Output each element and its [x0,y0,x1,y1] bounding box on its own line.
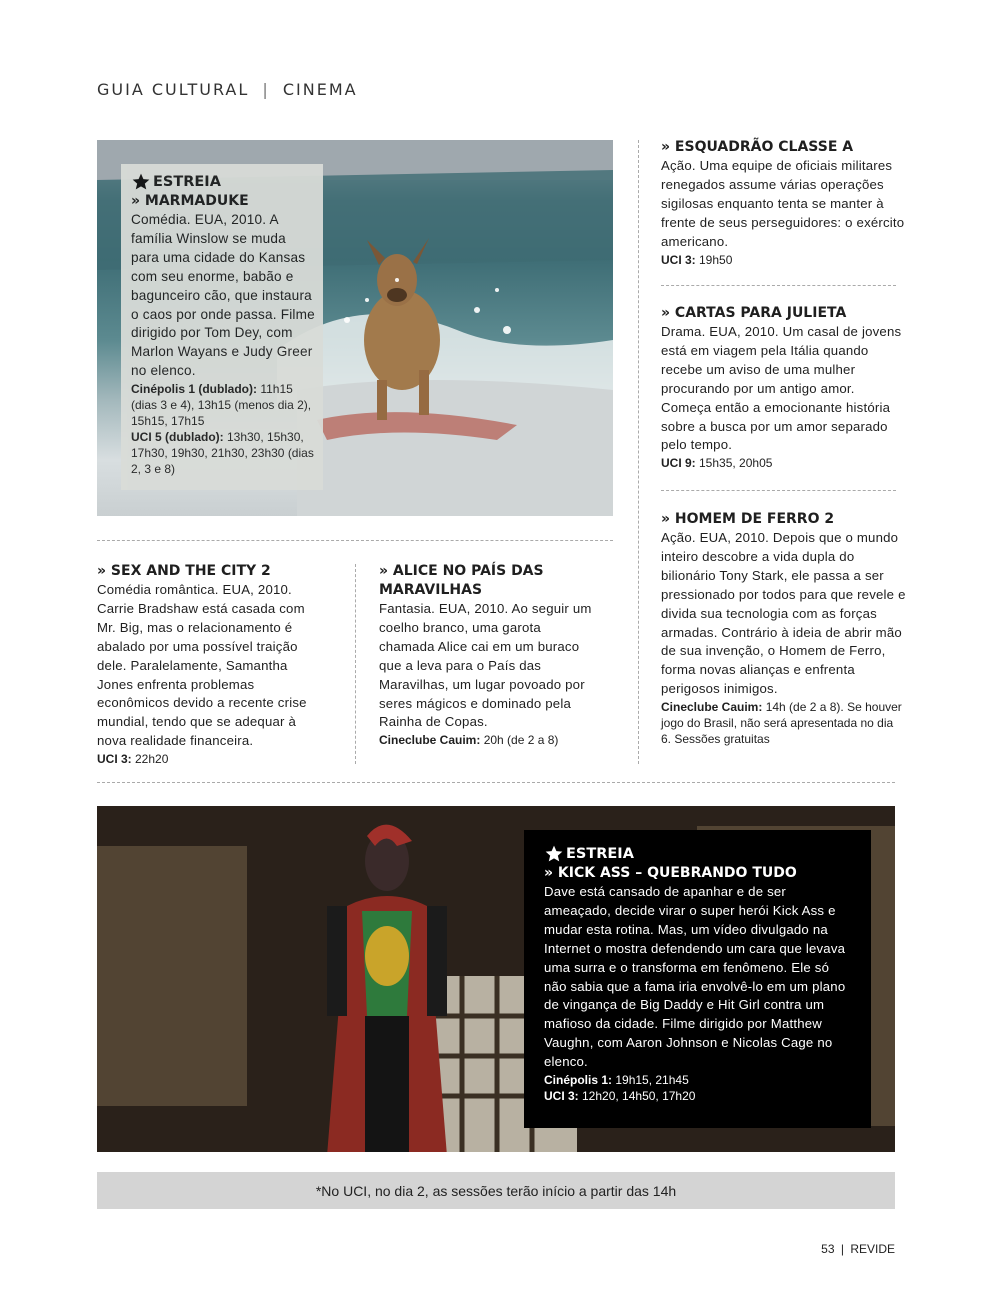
subsection-label: CINEMA [282,80,358,99]
movie-title: » KICK ASS – QUEBRANDO TUDO [544,865,797,881]
kickass-card [524,830,871,1128]
section-label: GUIA CULTURAL [97,80,250,99]
magazine-name: REVIDE [850,1242,895,1256]
column-divider [638,140,639,764]
movie-synopsis: Dave está cansado de apanhar e de ser ameaçado, decide virar o super herói Kick Ass e mudar esta rotina. Mas, um vídeo divulgado na Internet o mostra defendendo um cara que levava uma surra e o transforma em fenômeno. Ele só não sabia que a fama iria envolvê-lo em um plano de vingança de Big Daddy e Hit Girl contra um mafioso da cidade. Filme dirigido por Matthew Vaughn, com Aaron Johnson e Nicolas Cage no elenco. [544,884,846,1070]
times: 20h (de 2 a 8) [480,733,559,748]
session-times [661,455,906,471]
header-separator: | [262,80,270,99]
session-times [661,252,906,268]
estreia-label: ESTREIA [153,174,221,190]
movie-title: » HOMEM DE FERRO 2 [661,511,835,527]
cartas-entry [661,304,906,471]
page-number [821,1242,895,1256]
movie-synopsis: Comédia romântica. EUA, 2010. Carrie Bradshaw está casada com Mr. Big, mas o relacionamento é abalado por uma possível traição dele. Paralelamente, Samantha Jones enfrenta problemas econômicos devido a recente crise mundial, tendo que se adequar à nova realidade financeira. [97,582,307,749]
estreia-label: ESTREIA [566,846,634,862]
movie-title: » MARMADUKE [131,193,249,209]
times: 19h50 [695,252,733,267]
times: 13h30, 15h30, 17h30, 19h30, 21h30, 23h30 (dias 2, 3 e 8) [131,430,314,477]
movie-title: » CARTAS PARA JULIETA [661,305,847,321]
entry-divider [661,490,896,491]
cinema-label: UCI 5 (dublado): [131,430,224,445]
session-times [131,381,315,477]
session-times [97,751,327,767]
marmaduke-card [121,164,323,490]
row-divider [97,782,895,783]
times: 22h20 [131,752,169,767]
homem-entry [661,510,906,747]
entry-divider [661,285,896,286]
movie-synopsis: Ação. EUA, 2010. Depois que o mundo inteiro descobre a vida dupla do bilionário Tony Stark, ele passa a ser pressionado por todos para que revele e divida sua tecnologia com as forças armadas. Contrário à ideia de abrir mão de sua invenção, o Homem de Ferro, forma novas alianças e enfrenta perigosos inimigos. [661,530,906,697]
movie-synopsis: Fantasia. EUA, 2010. Ao seguir um coelho branco, uma garota chamada Alice cai em um buraco que a leva para o País das Maravilhas, um lugar povoado por seres mágicos e dominado pela Rainha de Copas. [379,601,592,730]
sex-entry [97,562,327,767]
times: 15h35, 20h05 [695,456,773,471]
esquadrao-entry [661,138,906,268]
movie-title: » ESQUADRÃO CLASSE A [661,139,854,155]
session-times [379,732,594,748]
session-times [544,1072,855,1104]
footer-note-text: *No UCI, no dia 2, as sessões terão início a partir das 14h [315,1182,677,1199]
estreia-badge [131,172,315,192]
cinema-label: Cinépolis 1: [544,1073,613,1088]
movie-synopsis: Drama. EUA, 2010. Um casal de jovens está em viagem pela Itália quando recebe um aviso de uma mulher procurando por um antigo amor. Começa então a emocionante história sobre a busca por um amor separado pelo tempo. [661,324,902,453]
movie-synopsis: Comédia. EUA, 2010. A família Winslow se muda para uma cidade do Kansas com seu enorme, babão e bagunceiro cão, que instaura o caos por onde passa. Filme dirigido por Tom Dey, com Marlon Wayans e Judy Greer no elenco. [131,212,315,379]
times: 14h (de 2 a 8). Se houver jogo do Brasil, não será apresentada no dia 6. Sessões gratuitas [661,700,902,747]
cinema-label: UCI 3: [544,1089,579,1104]
times: 12h20, 14h50, 17h20 [578,1089,696,1104]
alice-entry [379,562,594,748]
session-times [661,699,906,747]
star-icon [131,172,151,192]
footer-note [97,1172,895,1209]
times: 19h15, 21h45 [612,1073,689,1088]
page-header [97,80,358,99]
row-divider [97,540,613,541]
cinema-label: UCI 3: [661,252,696,267]
page-number-value: 53 [821,1242,835,1256]
cinema-label: Cineclube Cauim: [379,733,481,748]
cinema-label: Cineclube Cauim: [661,700,763,715]
times: 11h15 (dias 3 e 4), 13h15 (menos dia 2), 15h15, 17h15 [131,382,312,429]
movie-synopsis: Ação. Uma equipe de oficiais militares renegados assume várias operações sigilosas enquanto tenta se manter à frente de seus perseguidores: o exército americano. [661,158,905,249]
cinema-label: UCI 9: [661,456,696,471]
cinema-label: Cinépolis 1 (dublado): [131,382,257,397]
movie-title: » SEX AND THE CITY 2 [97,563,271,579]
page-separator: | [840,1242,844,1256]
cinema-label: UCI 3: [97,752,132,767]
estreia-badge [544,844,855,864]
star-icon [544,844,564,864]
column-divider [355,564,356,764]
movie-title: » ALICE NO PAÍS DAS MARAVILHAS [379,563,544,598]
